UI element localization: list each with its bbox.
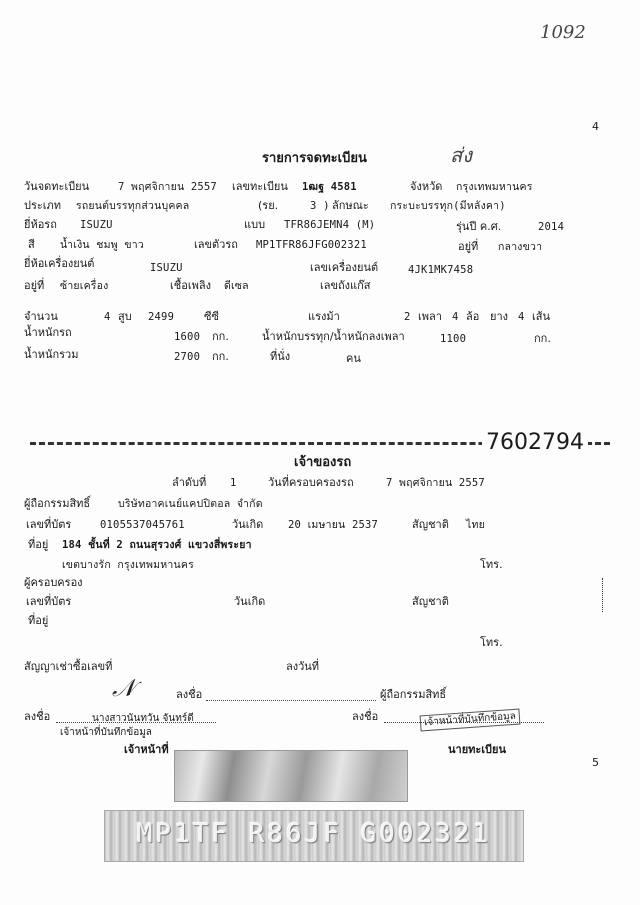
gross-weight-value: 2700 [174, 351, 201, 363]
model-label: แบบ [244, 218, 266, 231]
possession-date-value: 7 พฤศจิกายน 2557 [386, 477, 485, 489]
axles-unit: เพลา [418, 310, 442, 323]
owner-signature-line [206, 700, 376, 701]
province-value: กรุงเทพมหานคร [456, 181, 533, 193]
province-label: จังหวัด [410, 180, 443, 193]
axles-value: 2 [404, 311, 411, 323]
chassis-location-value: กลางขวา [498, 241, 543, 253]
vehicle-type-value: รถยนต์บรรทุกส่วนบุคคล [76, 200, 190, 212]
model-value: TFR86JEMN4 (M) [284, 219, 376, 231]
fuel-value: ดีเซล [224, 280, 249, 292]
possessor-address-label: ที่อยู่ [28, 614, 49, 627]
ro-value: 3 [310, 200, 317, 212]
reg-number-value: 1ฒฐ 4581 [302, 181, 357, 193]
seats-label: ที่นั่ง [270, 350, 291, 363]
gross-weight-label: น้ำหนักรวม [24, 348, 79, 361]
document-title: รายการจดทะเบียน [262, 151, 367, 166]
reg-number-label: เลขทะเบียน [232, 180, 288, 193]
chassis-label: เลขตัวรถ [194, 238, 238, 251]
owner-birth-value: 20 เมษายน 2537 [288, 519, 379, 531]
engine-cc-value: 2499 [148, 311, 175, 323]
registrar-stamp: เจ้าหน้าที่บันทึกข้อมูล [420, 709, 521, 732]
possessor-birth-label: วันเกิด [234, 595, 266, 608]
vehicle-weight-label: น้ำหนักรถ [24, 326, 72, 339]
brand-value: ISUZU [80, 219, 113, 231]
page-number-top: 4 [592, 120, 599, 133]
chassis-location-label: อยู่ที่ [458, 240, 479, 253]
ro-close: ) [324, 199, 329, 212]
color-label: สี [28, 238, 35, 251]
order-label: ลำดับที่ [172, 476, 207, 489]
handwritten-initial: ส่ง [450, 143, 472, 167]
handwritten-file-number: 1092 [540, 22, 586, 43]
chassis-rubbing-text: MP1TF R86JF G002321 [136, 819, 492, 849]
divider-code: 7602794 [482, 432, 588, 454]
cylinders-unit: สูบ [118, 310, 132, 323]
engine-location-value: ซ้ายเครื่อง [60, 280, 109, 292]
sign-label-owner: ลงชื่อ [176, 688, 203, 701]
vehicle-weight-unit: กก. [212, 330, 229, 343]
fuel-label: เชื้อเพลิง [170, 279, 211, 292]
vehicle-type-label: ประเภท [24, 199, 62, 212]
load-weight-unit: กก. [534, 332, 551, 345]
owner-address-line1: 184 ชั้นที่ 2 ถนนสุรวงศ์ แขวงสี่พระยา [62, 539, 252, 551]
owner-address-line2: เขตบางรัก กรุงเทพมหานคร [62, 559, 194, 571]
gas-tank-label: เลขถังแก๊ส [320, 279, 371, 292]
contract-date-label: ลงวันที่ [286, 660, 320, 673]
wheels-value: 4 [452, 311, 459, 323]
engine-cc-unit: ซีซี [204, 310, 219, 323]
officer-name: นางสาวนันทวัน จันทร์ดี [92, 713, 194, 724]
engine-location-label: อยู่ที่ [24, 279, 45, 292]
possession-date-label: วันที่ครอบครองรถ [268, 476, 354, 489]
owner-nationality-label: สัญชาติ [412, 518, 449, 531]
owner-label: ผู้ถือกรรมสิทธิ์ [24, 497, 91, 510]
engine-brand-value: ISUZU [150, 262, 183, 274]
chassis-value: MP1TFR86JFG002321 [256, 239, 367, 251]
tires-value: 4 [518, 311, 525, 323]
owner-id-label: เลขที่บัตร [26, 518, 72, 531]
margin-mark [602, 578, 605, 612]
tires-label: ยาง [490, 310, 508, 323]
brand-label: ยี่ห้อรถ [24, 218, 57, 231]
page-number-bottom: 5 [592, 756, 599, 769]
owner-address-label: ที่อยู่ [28, 538, 49, 551]
cylinders-value: 4 [104, 311, 111, 323]
ro-label: (รย. [258, 199, 279, 212]
officer-role: เจ้าหน้าที่บันทึกข้อมูล [60, 727, 152, 738]
owner-id-value: 0105537045761 [100, 519, 185, 531]
reg-date-value: 7 พฤศจิกายน 2557 [118, 181, 217, 193]
wheels-unit: ล้อ [466, 310, 480, 323]
possessor-nationality-label: สัญชาติ [412, 595, 449, 608]
count-label: จำนวน [24, 310, 58, 323]
load-weight-value: 1100 [440, 333, 467, 345]
gross-weight-unit: กก. [212, 350, 229, 363]
order-value: 1 [230, 477, 237, 489]
owner-birth-label: วันเกิด [232, 518, 264, 531]
color-value: น้ำเงิน ชมพู ขาว [60, 239, 144, 251]
load-weight-label: น้ำหนักบรรทุก/น้ำหนักลงเพลา [262, 330, 405, 343]
owner-phone-label: โทร. [480, 558, 503, 571]
owner-signature-role: ผู้ถือกรรมสิทธิ์ [380, 688, 447, 701]
signature-scan-patch [174, 750, 408, 802]
contract-label: สัญญาเช่าซื้อเลขที่ [24, 660, 113, 673]
vehicle-weight-value: 1600 [174, 331, 201, 343]
officer-title: เจ้าหน้าที่ [124, 743, 169, 756]
seats-unit: คน [346, 352, 361, 365]
tires-unit: เส้น [532, 310, 550, 323]
engine-brand-label: ยี่ห้อเครื่องยนต์ [24, 257, 95, 270]
registrar-title: นายทะเบียน [448, 743, 507, 756]
sign-label-registrar: ลงชื่อ [352, 710, 379, 723]
character-label: ลักษณะ [332, 199, 369, 212]
model-year-value: 2014 [538, 221, 565, 233]
engine-number-value: 4JK1MK7458 [408, 264, 474, 276]
possessor-label: ผู้ครอบครอง [24, 576, 83, 589]
owner-nationality-value: ไทย [466, 519, 485, 531]
character-value: กระบะบรรทุก(มีหลังคา) [390, 200, 506, 212]
possessor-phone-label: โทร. [480, 636, 503, 649]
horsepower-label: แรงม้า [308, 310, 340, 323]
sign-label-officer: ลงชื่อ [24, 710, 51, 723]
reg-date-label: วันจดทะเบียน [24, 180, 90, 193]
handwritten-signature-mark: 𝒩 [112, 674, 135, 702]
engine-number-label: เลขเครื่องยนต์ [310, 261, 379, 274]
model-year-label: รุ่นปี ค.ศ. [456, 220, 502, 233]
owner-section-title: เจ้าของรถ [294, 455, 352, 470]
chassis-number-rubbing [104, 810, 524, 862]
owner-value: บริษัทอาคเนย์แคปปิตอล จำกัด [118, 498, 263, 510]
possessor-id-label: เลขที่บัตร [26, 595, 72, 608]
